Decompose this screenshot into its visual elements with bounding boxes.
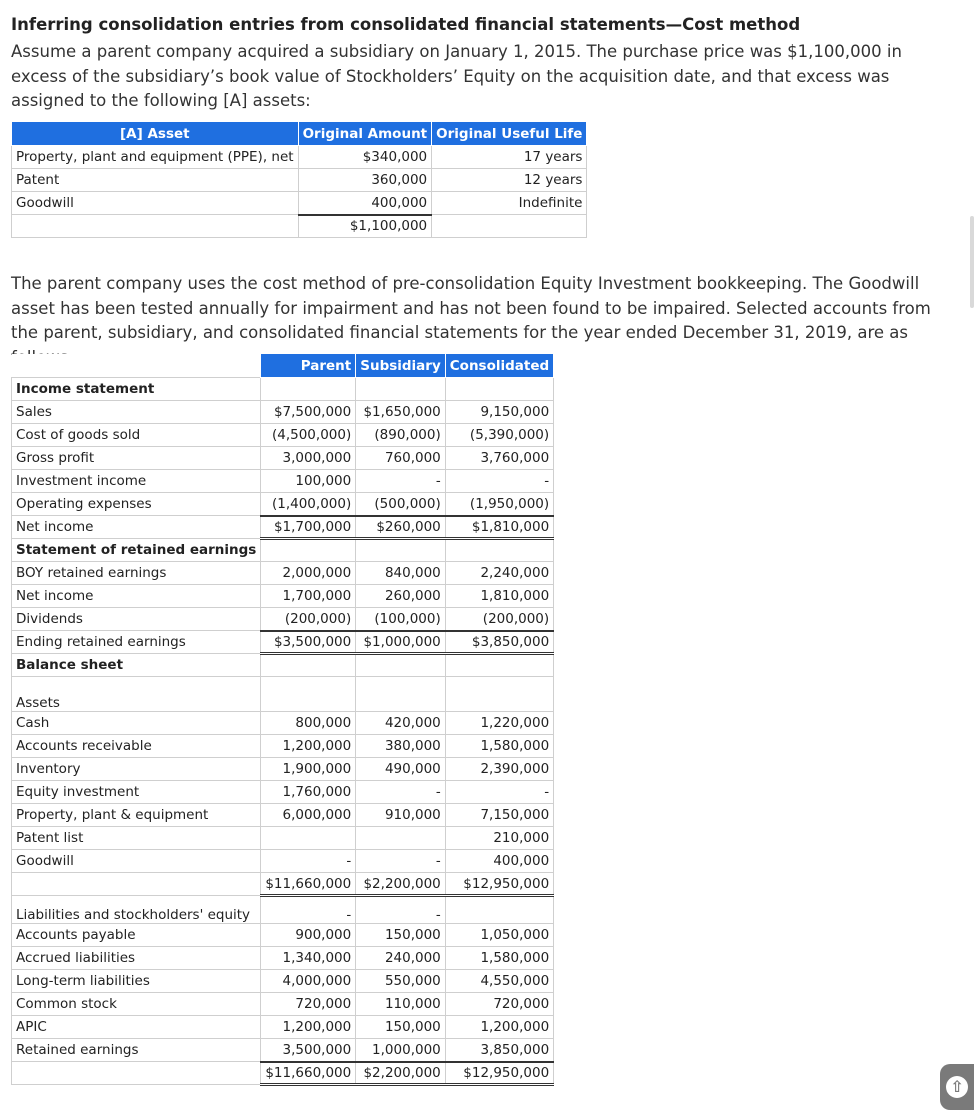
row-label: Property, plant & equipment: [12, 804, 261, 827]
row-label: Goodwill: [12, 850, 261, 873]
table-row: [12, 827, 554, 850]
subsidiary-value: 240,000: [356, 947, 446, 970]
parent-value: 4,000,000: [261, 970, 356, 993]
parent-value: 2,000,000: [261, 562, 356, 585]
header-parent: Parent: [261, 354, 356, 378]
table-row: [12, 447, 554, 470]
row-label: Accounts payable: [12, 924, 261, 947]
subsidiary-value: -: [356, 781, 446, 804]
consolidated-value: 2,240,000: [445, 562, 553, 585]
asset-amount: $340,000: [298, 146, 432, 169]
consolidated-value: 1,050,000: [445, 924, 553, 947]
consolidated-value: 3,760,000: [445, 447, 553, 470]
row-label: Net income: [12, 516, 261, 539]
row-label: Retained earnings: [12, 1039, 261, 1062]
scrollbar-indicator[interactable]: [970, 216, 974, 308]
row-label: Operating expenses: [12, 493, 261, 516]
subsidiary-value: $1,000,000: [356, 631, 446, 654]
row-label: [12, 873, 261, 896]
consolidated-value: $3,850,000: [445, 631, 553, 654]
parent-value: $11,660,000: [261, 1062, 356, 1085]
table-row: [12, 947, 554, 970]
subsidiary-value: 420,000: [356, 712, 446, 735]
consolidated-value: 1,810,000: [445, 585, 553, 608]
table-row: [12, 735, 554, 758]
row-label: Inventory: [12, 758, 261, 781]
consolidated-value: [445, 654, 553, 677]
subsidiary-value: 910,000: [356, 804, 446, 827]
parent-value: (200,000): [261, 608, 356, 631]
subsidiary-value: 380,000: [356, 735, 446, 758]
subsidiary-value: $260,000: [356, 516, 446, 539]
parent-value: 100,000: [261, 470, 356, 493]
subsidiary-value: $2,200,000: [356, 1062, 446, 1085]
parent-value: 800,000: [261, 712, 356, 735]
fin-table-header: [12, 354, 554, 378]
table-row: [12, 169, 587, 192]
parent-value: $1,700,000: [261, 516, 356, 539]
subsidiary-value: 260,000: [356, 585, 446, 608]
asset-life: Indefinite: [432, 192, 587, 215]
consolidated-value: [445, 677, 553, 712]
table-row: [12, 1062, 554, 1085]
fin-table-body: [12, 378, 554, 1085]
scroll-to-top-button[interactable]: [940, 1064, 974, 1110]
row-label: Income statement: [12, 378, 261, 401]
subsidiary-value: 490,000: [356, 758, 446, 781]
subsidiary-value: (890,000): [356, 424, 446, 447]
consolidated-value: 1,580,000: [445, 735, 553, 758]
table-row: [12, 924, 554, 947]
parent-value: 1,200,000: [261, 1016, 356, 1039]
consolidated-value: 1,580,000: [445, 947, 553, 970]
subsidiary-value: 150,000: [356, 924, 446, 947]
subsidiary-value: 550,000: [356, 970, 446, 993]
subsidiary-value: [356, 378, 446, 401]
row-label: Common stock: [12, 993, 261, 1016]
table-row: [12, 1039, 554, 1062]
table-row: [12, 493, 554, 516]
consolidated-value: 210,000: [445, 827, 553, 850]
parent-value: 6,000,000: [261, 804, 356, 827]
parent-value: [261, 378, 356, 401]
row-label: Ending retained earnings: [12, 631, 261, 654]
consolidated-value: $12,950,000: [445, 873, 553, 896]
parent-value: $11,660,000: [261, 873, 356, 896]
subsidiary-value: -: [356, 896, 446, 924]
financial-statements-table: [11, 353, 554, 1086]
asset-life: 17 years: [432, 146, 587, 169]
header-consolidated: Consolidated: [445, 354, 553, 378]
consolidated-value: [445, 896, 553, 924]
table-row-total: [12, 215, 587, 238]
asset-table-header: [12, 122, 587, 146]
subsidiary-value: -: [356, 850, 446, 873]
parent-value: (1,400,000): [261, 493, 356, 516]
table-row: [12, 712, 554, 735]
subsidiary-value: [356, 677, 446, 712]
subsidiary-value: 150,000: [356, 1016, 446, 1039]
subsidiary-value: $2,200,000: [356, 873, 446, 896]
parent-value: [261, 539, 356, 562]
intro-paragraph: Assume a parent company acquired a subsidiary on January 1, 2015. The purchase price was $1,100,000 in excess of the subsidiary’s book value of Stockholders’ Equity on the acquisition date, and that excess was assigned to the following [A] assets:: [11, 42, 902, 110]
asset-life: [432, 215, 587, 238]
table-row: [12, 896, 554, 924]
table-row: [12, 631, 554, 654]
asset-amount: 400,000: [298, 192, 432, 215]
description-paragraph: The parent company uses the cost method of pre-consolidation Equity Investment bookkeeping. The Goodwill asset has been tested annually for impairment and has not been found to be impaired. Selected accounts from the parent, subsidiary, and consolidated financial statements for the year ended December 31, 2019, are as: [11, 274, 931, 342]
consolidated-value: 400,000: [445, 850, 553, 873]
subsidiary-value: [356, 827, 446, 850]
parent-value: 1,340,000: [261, 947, 356, 970]
table-row: [12, 192, 587, 215]
table-row: [12, 1016, 554, 1039]
row-label: Gross profit: [12, 447, 261, 470]
table-row: [12, 804, 554, 827]
row-label: Accrued liabilities: [12, 947, 261, 970]
consolidated-value: $12,950,000: [445, 1062, 553, 1085]
row-label: Assets: [12, 677, 261, 712]
subsidiary-value: 1,000,000: [356, 1039, 446, 1062]
subsidiary-value: -: [356, 470, 446, 493]
table-row: [12, 378, 554, 401]
consolidated-value: (200,000): [445, 608, 553, 631]
parent-value: 1,700,000: [261, 585, 356, 608]
header-original-amount: Original Amount: [298, 122, 432, 146]
consolidated-value: 3,850,000: [445, 1039, 553, 1062]
row-label: Balance sheet: [12, 654, 261, 677]
consolidated-value: (5,390,000): [445, 424, 553, 447]
row-label: Liabilities and stockholders' equity: [12, 896, 261, 924]
row-label: BOY retained earnings: [12, 562, 261, 585]
arrow-up-icon: ⇧: [946, 1076, 968, 1098]
table-row: [12, 470, 554, 493]
asset-amount-total: $1,100,000: [298, 215, 432, 238]
table-row: [12, 970, 554, 993]
subsidiary-value: [356, 539, 446, 562]
table-row: [12, 539, 554, 562]
table-row: [12, 585, 554, 608]
parent-value: 3,500,000: [261, 1039, 356, 1062]
row-label: Statement of retained earnings: [12, 539, 261, 562]
table-row: [12, 401, 554, 424]
row-label: Equity investment: [12, 781, 261, 804]
parent-value: 720,000: [261, 993, 356, 1016]
consolidated-value: -: [445, 781, 553, 804]
consolidated-value: -: [445, 470, 553, 493]
subsidiary-value: (500,000): [356, 493, 446, 516]
parent-value: [261, 677, 356, 712]
table-row: [12, 608, 554, 631]
page-title: Inferring consolidation entries from consolidated financial statements—Cost method: [11, 15, 801, 34]
header-subsidiary: Subsidiary: [356, 354, 446, 378]
row-label: Cash: [12, 712, 261, 735]
consolidated-value: $1,810,000: [445, 516, 553, 539]
asset-table: [11, 121, 587, 238]
parent-value: 900,000: [261, 924, 356, 947]
consolidated-value: [445, 539, 553, 562]
consolidated-value: 2,390,000: [445, 758, 553, 781]
subsidiary-value: 840,000: [356, 562, 446, 585]
parent-value: [261, 827, 356, 850]
parent-value: -: [261, 850, 356, 873]
consolidated-value: (1,950,000): [445, 493, 553, 516]
asset-name: [12, 215, 299, 238]
parent-value: $7,500,000: [261, 401, 356, 424]
parent-value: 3,000,000: [261, 447, 356, 470]
header-useful-life: Original Useful Life: [432, 122, 587, 146]
table-row: [12, 677, 554, 712]
header-blank: [12, 354, 261, 378]
table-row: [12, 424, 554, 447]
parent-value: 1,760,000: [261, 781, 356, 804]
asset-name: Patent: [12, 169, 299, 192]
parent-value: $3,500,000: [261, 631, 356, 654]
parent-value: 1,200,000: [261, 735, 356, 758]
parent-value: (4,500,000): [261, 424, 356, 447]
asset-life: 12 years: [432, 169, 587, 192]
row-label: Sales: [12, 401, 261, 424]
subsidiary-value: (100,000): [356, 608, 446, 631]
consolidated-value: 1,200,000: [445, 1016, 553, 1039]
parent-value: -: [261, 896, 356, 924]
parent-value: [261, 654, 356, 677]
asset-name: Goodwill: [12, 192, 299, 215]
table-row: [12, 562, 554, 585]
consolidated-value: 7,150,000: [445, 804, 553, 827]
table-row: [12, 993, 554, 1016]
table-row: [12, 850, 554, 873]
row-label: [12, 1062, 261, 1085]
consolidated-value: [445, 378, 553, 401]
row-label: Dividends: [12, 608, 261, 631]
header-asset: [A] Asset: [12, 122, 299, 146]
subsidiary-value: $1,650,000: [356, 401, 446, 424]
consolidated-value: 720,000: [445, 993, 553, 1016]
asset-name: Property, plant and equipment (PPE), net: [12, 146, 299, 169]
row-label: Investment income: [12, 470, 261, 493]
row-label: APIC: [12, 1016, 261, 1039]
table-row: [12, 758, 554, 781]
consolidated-value: 9,150,000: [445, 401, 553, 424]
asset-amount: 360,000: [298, 169, 432, 192]
table-row: [12, 146, 587, 169]
consolidated-value: 1,220,000: [445, 712, 553, 735]
row-label: Accounts receivable: [12, 735, 261, 758]
table-row: [12, 781, 554, 804]
subsidiary-value: [356, 654, 446, 677]
row-label: Net income: [12, 585, 261, 608]
table-row: [12, 516, 554, 539]
subsidiary-value: 760,000: [356, 447, 446, 470]
table-row: [12, 654, 554, 677]
subsidiary-value: 110,000: [356, 993, 446, 1016]
parent-value: 1,900,000: [261, 758, 356, 781]
row-label: Long-term liabilities: [12, 970, 261, 993]
table-row: [12, 873, 554, 896]
consolidated-value: 4,550,000: [445, 970, 553, 993]
row-label: Patent list: [12, 827, 261, 850]
row-label: Cost of goods sold: [12, 424, 261, 447]
